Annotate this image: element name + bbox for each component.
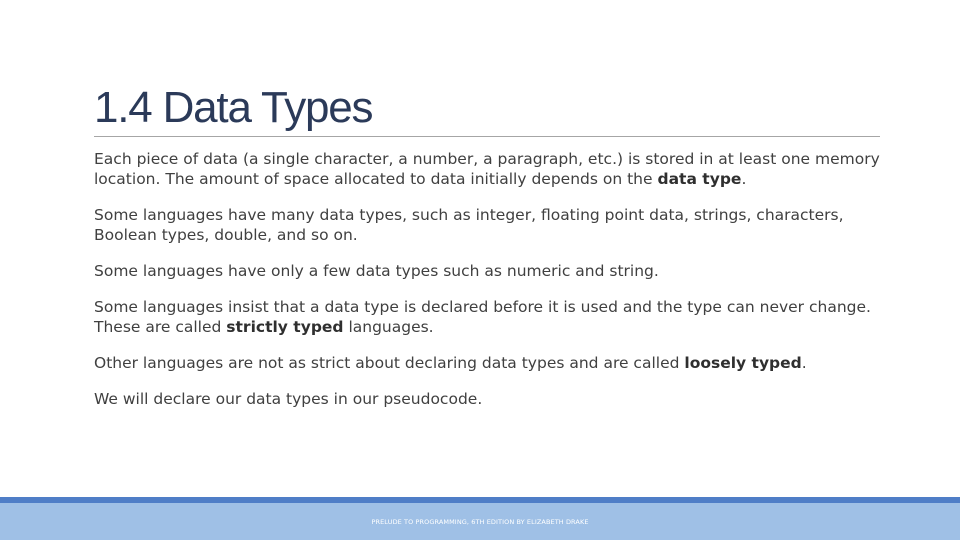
paragraph-4-bold: strictly typed [226,318,344,336]
paragraph-1-text: Each piece of data (a single character, a number, a paragraph, etc.) is stored in at least one memory location. The amount of space allocated to data initially depends on the [94,150,880,188]
paragraph-4 [94,297,884,337]
paragraph-5-text: Other languages are not as strict about declaring data types and are called [94,354,685,372]
paragraph-6-text: We will declare our data types in our pseudocode. [94,390,483,408]
slide-body [94,149,884,425]
paragraph-3 [94,261,884,281]
paragraph-1 [94,149,884,189]
paragraph-5-tail: . [801,354,807,372]
footer-text: PRELUDE TO PROGRAMMING, 6TH EDITION BY ELIZABETH DRAKE [371,518,589,526]
paragraph-5 [94,353,884,373]
paragraph-6 [94,389,884,409]
paragraph-1-bold: data type [657,170,742,188]
paragraph-2-text: Some languages have many data types, such as integer, floating point data, strings, characters, Boolean types, double, and so on. [94,206,844,244]
paragraph-4-tail: languages. [343,318,434,336]
paragraph-4-text: Some languages insist that a data type is declared before it is used and the type can never change. These are called [94,298,871,336]
paragraph-1-tail: . [741,170,747,188]
paragraph-5-bold: loosely typed [684,354,802,372]
title-divider [94,136,880,137]
paragraph-2 [94,205,884,245]
slide-title: 1.4 Data Types [94,83,373,132]
paragraph-3-text: Some languages have only a few data types such as numeric and string. [94,262,659,280]
